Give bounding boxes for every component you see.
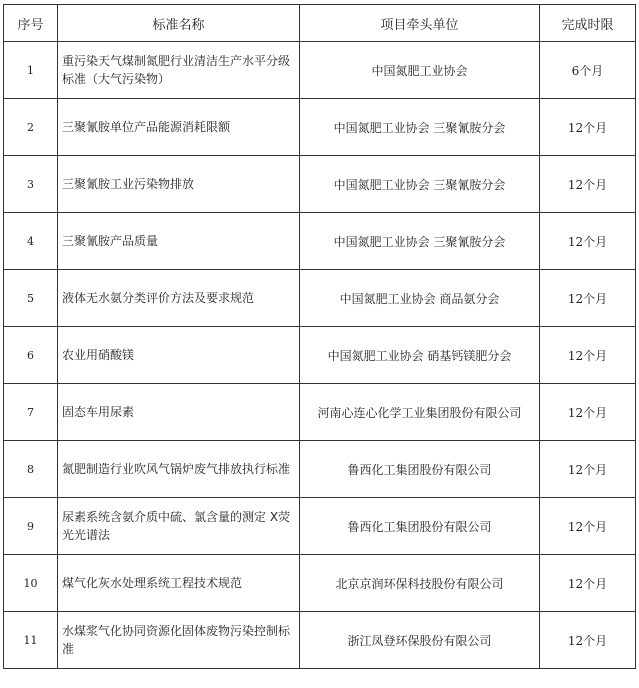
table-row	[4, 270, 636, 327]
cell-unit: 北京京润环保科技股份有限公司	[300, 555, 540, 612]
cell-limit: 12个月	[540, 555, 636, 612]
table-row	[4, 498, 636, 555]
cell-limit: 12个月	[540, 270, 636, 327]
cell-seq: 8	[4, 441, 58, 498]
cell-unit: 鲁西化工集团股份有限公司	[300, 441, 540, 498]
cell-seq: 5	[4, 270, 58, 327]
cell-name: 液体无水氨分类评价方法及要求规范	[58, 270, 300, 327]
table-row	[4, 156, 636, 213]
table-row	[4, 42, 636, 99]
cell-unit: 中国氮肥工业协会 硝基钙镁肥分会	[300, 327, 540, 384]
cell-seq: 11	[4, 612, 58, 669]
cell-name: 重污染天气煤制氮肥行业清洁生产水平分级标准（大气污染物）	[58, 42, 300, 99]
cell-limit: 12个月	[540, 327, 636, 384]
table-row	[4, 555, 636, 612]
cell-limit: 12个月	[540, 384, 636, 441]
table-body	[4, 42, 636, 669]
cell-unit: 鲁西化工集团股份有限公司	[300, 498, 540, 555]
table-row	[4, 213, 636, 270]
cell-limit: 12个月	[540, 99, 636, 156]
table-row	[4, 327, 636, 384]
header-unit: 项目牵头单位	[300, 5, 540, 42]
cell-name: 三聚氰胺产品质量	[58, 213, 300, 270]
cell-name: 水煤浆气化协同资源化固体废物污染控制标准	[58, 612, 300, 669]
cell-seq: 6	[4, 327, 58, 384]
cell-name: 三聚氰胺单位产品能源消耗限额	[58, 99, 300, 156]
cell-limit: 12个月	[540, 498, 636, 555]
cell-unit: 浙江凤登环保股份有限公司	[300, 612, 540, 669]
cell-name: 尿素系统含氨介质中硫、氯含量的测定 X荧光光谱法	[58, 498, 300, 555]
cell-limit: 12个月	[540, 156, 636, 213]
header-seq: 序号	[4, 5, 58, 42]
table-row	[4, 612, 636, 669]
standards-table	[3, 4, 636, 669]
cell-seq: 4	[4, 213, 58, 270]
cell-name: 氮肥制造行业吹风气锅炉废气排放执行标准	[58, 441, 300, 498]
cell-unit: 中国氮肥工业协会	[300, 42, 540, 99]
header-name: 标准名称	[58, 5, 300, 42]
cell-limit: 12个月	[540, 213, 636, 270]
cell-seq: 3	[4, 156, 58, 213]
cell-unit: 中国氮肥工业协会 三聚氰胺分会	[300, 156, 540, 213]
cell-limit: 12个月	[540, 441, 636, 498]
cell-name: 煤气化灰水处理系统工程技术规范	[58, 555, 300, 612]
cell-name: 三聚氰胺工业污染物排放	[58, 156, 300, 213]
header-limit: 完成时限	[540, 5, 636, 42]
cell-seq: 7	[4, 384, 58, 441]
cell-unit: 中国氮肥工业协会 三聚氰胺分会	[300, 99, 540, 156]
table-header	[4, 5, 636, 42]
cell-unit: 中国氮肥工业协会 商品氨分会	[300, 270, 540, 327]
cell-limit: 6个月	[540, 42, 636, 99]
cell-seq: 9	[4, 498, 58, 555]
table-row	[4, 99, 636, 156]
cell-unit: 河南心连心化学工业集团股份有限公司	[300, 384, 540, 441]
cell-seq: 10	[4, 555, 58, 612]
table-row	[4, 384, 636, 441]
header-row	[4, 5, 636, 42]
cell-name: 农业用硝酸镁	[58, 327, 300, 384]
cell-name: 固态车用尿素	[58, 384, 300, 441]
cell-limit: 12个月	[540, 612, 636, 669]
cell-seq: 1	[4, 42, 58, 99]
cell-seq: 2	[4, 99, 58, 156]
table-row	[4, 441, 636, 498]
cell-unit: 中国氮肥工业协会 三聚氰胺分会	[300, 213, 540, 270]
